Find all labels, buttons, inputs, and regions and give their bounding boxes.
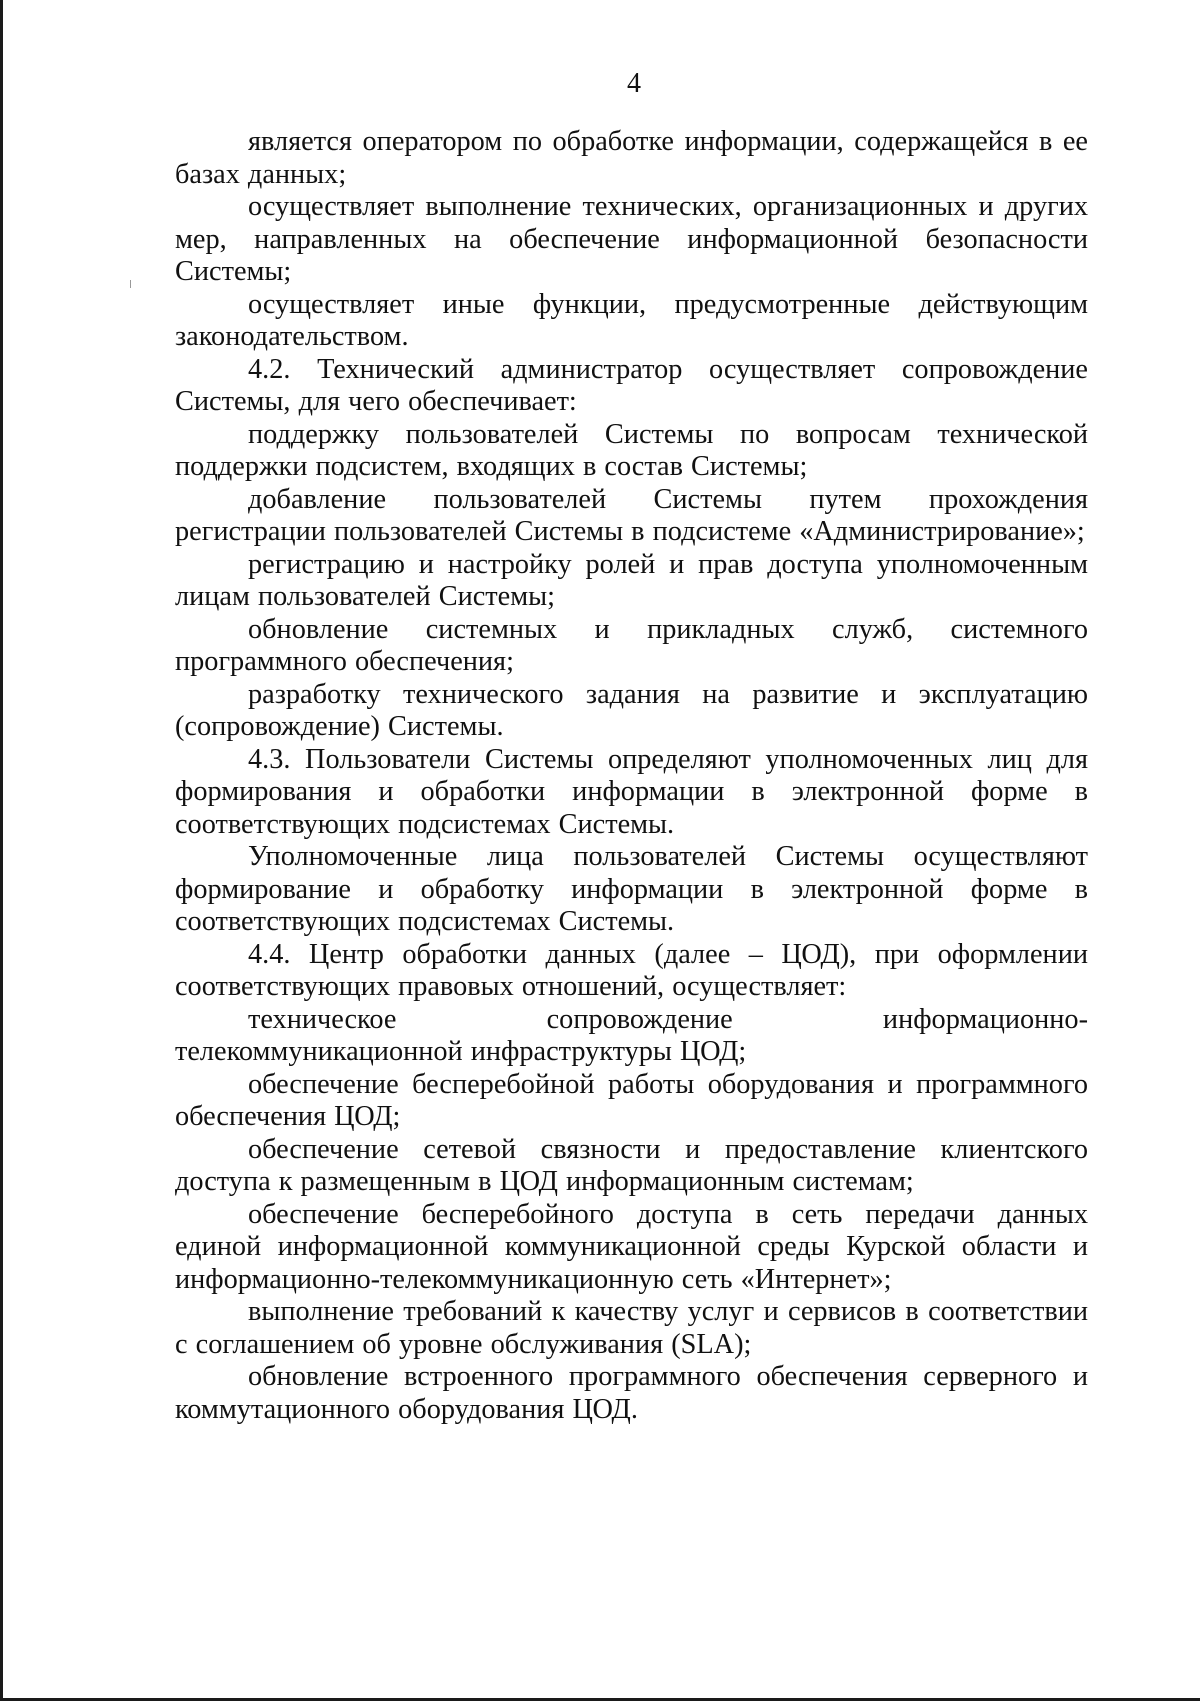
paragraph: обновление встроенного программного обеспечения серверного и коммутационного оборудования ЦОД. — [175, 1361, 1088, 1425]
paragraph: поддержку пользователей Системы по вопросам технической поддержки подсистем, входящих в состав Системы; — [175, 418, 1088, 482]
paragraph: осуществляет выполнение технических, организационных и других мер, направленных на обеспечение информационной безопасности Системы; — [175, 191, 1088, 287]
paragraph: добавление пользователей Системы путем прохождения регистрации пользователей Системы в подсистеме «Администрирование»; — [175, 483, 1088, 547]
paragraph-section-4-3: 4.3. Пользователи Системы определяют уполномоченных лиц для формирования и обработки информации в электронной форме в соответствующих подсистемах Системы. — [175, 743, 1088, 840]
margin-mark — [130, 280, 131, 288]
paragraph: обеспечение бесперебойной работы оборудования и программного обеспечения ЦОД; — [175, 1068, 1088, 1132]
paragraph: Уполномоченные лица пользователей Системы осуществляют формирование и обработку информации в электронной форме в соответствующих подсистемах Системы. — [175, 841, 1088, 937]
page-number: 4 — [627, 68, 641, 99]
paragraph: техническое сопровождение информационно-телекоммуникационной инфраструктуры ЦОД; — [175, 1003, 1088, 1067]
paragraph: осуществляет иные функции, предусмотренные действующим законодательством. — [175, 288, 1088, 352]
paragraph: является оператором по обработке информации, содержащейся в ее базах данных; — [175, 126, 1088, 190]
paragraph: обеспечение бесперебойного доступа в сеть передачи данных единой информационной коммуникационной среды Курской области и информационно-телекоммуникационную сеть «Интернет»; — [175, 1198, 1088, 1295]
paragraph: разработку технического задания на развитие и эксплуатацию (сопровождение) Системы. — [175, 678, 1088, 742]
document-body — [175, 126, 1088, 1426]
paragraph-section-4-2: 4.2. Технический администратор осуществляет сопровождение Системы, для чего обеспечивает: — [175, 353, 1088, 417]
paragraph-section-4-4: 4.4. Центр обработки данных (далее – ЦОД), при оформлении соответствующих правовых отношений, осуществляет: — [175, 938, 1088, 1002]
scan-border-left — [0, 0, 3, 1701]
paragraph: обновление системных и прикладных служб, системного программного обеспечения; — [175, 613, 1088, 677]
paragraph: выполнение требований к качеству услуг и сервисов в соответствии с соглашением об уровне обслуживания (SLA); — [175, 1296, 1088, 1360]
paragraph: обеспечение сетевой связности и предоставление клиентского доступа к размещенным в ЦОД информационным системам; — [175, 1133, 1088, 1197]
paragraph: регистрацию и настройку ролей и прав доступа уполномоченным лицам пользователей Системы; — [175, 548, 1088, 612]
